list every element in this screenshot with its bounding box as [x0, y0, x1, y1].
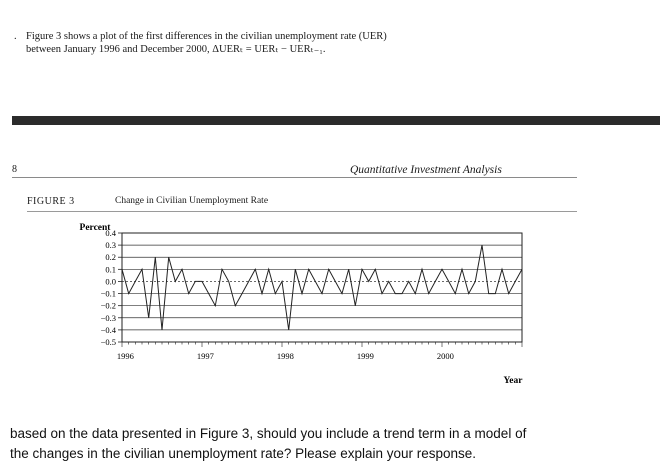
y-tick-label: −0.1 [100, 288, 116, 299]
figure-label: FIGURE 3 [27, 196, 75, 207]
x-tick-label: 1998 [276, 351, 294, 361]
series-line-duer [122, 245, 522, 330]
x-tick-label: 2000 [436, 351, 454, 361]
question-line-2: the changes in the civilian unemployment rate? Please explain your response. [10, 446, 477, 461]
x-tick-label: 1999 [356, 351, 374, 361]
header-rule [12, 177, 577, 178]
y-tick-label: −0.5 [100, 337, 116, 347]
chart-gridlines [122, 233, 522, 342]
x-tick-label: 1996 [116, 351, 134, 361]
figure-title: Change in Civilian Unemployment Rate [115, 196, 269, 206]
intro-paragraph [14, 30, 614, 56]
y-tick-label: −0.2 [100, 300, 116, 311]
y-tick-label: 0.1 [105, 264, 116, 275]
intro-line-1: Figure 3 shows a plot of the first differences in the civilian unemployment rate (UER) [26, 31, 387, 42]
x-axis-label: Year [503, 376, 523, 386]
y-axis-label: Percent [79, 223, 111, 233]
y-tick-label: −0.4 [100, 324, 116, 335]
page-divider-bar [12, 116, 660, 125]
y-tick-label: 0.0 [105, 276, 116, 287]
y-tick-label: 0.3 [105, 240, 116, 251]
unemployment-change-chart [60, 215, 540, 390]
y-tick-label: 0.2 [105, 252, 116, 263]
page-number: 8 [12, 164, 17, 175]
chart-x-ticks [117, 342, 522, 361]
figure-rule [27, 211, 577, 212]
plot-frame [122, 233, 522, 342]
intro-line-2: between January 1996 and December 2000, ΔUERₜ = UERₜ − UERₜ₋₁. [26, 44, 326, 55]
intro-bullet: . [14, 31, 17, 42]
question-line-1: based on the data presented in Figure 3, should you include a trend term in a model of [10, 426, 527, 441]
y-tick-label: −0.3 [100, 312, 116, 323]
running-head: Quantitative Investment Analysis [350, 164, 502, 176]
y-tick-label: 0.4 [105, 228, 116, 238]
chart-y-ticks [101, 228, 122, 347]
x-tick-label: 1997 [196, 351, 214, 361]
question-text [10, 424, 650, 464]
